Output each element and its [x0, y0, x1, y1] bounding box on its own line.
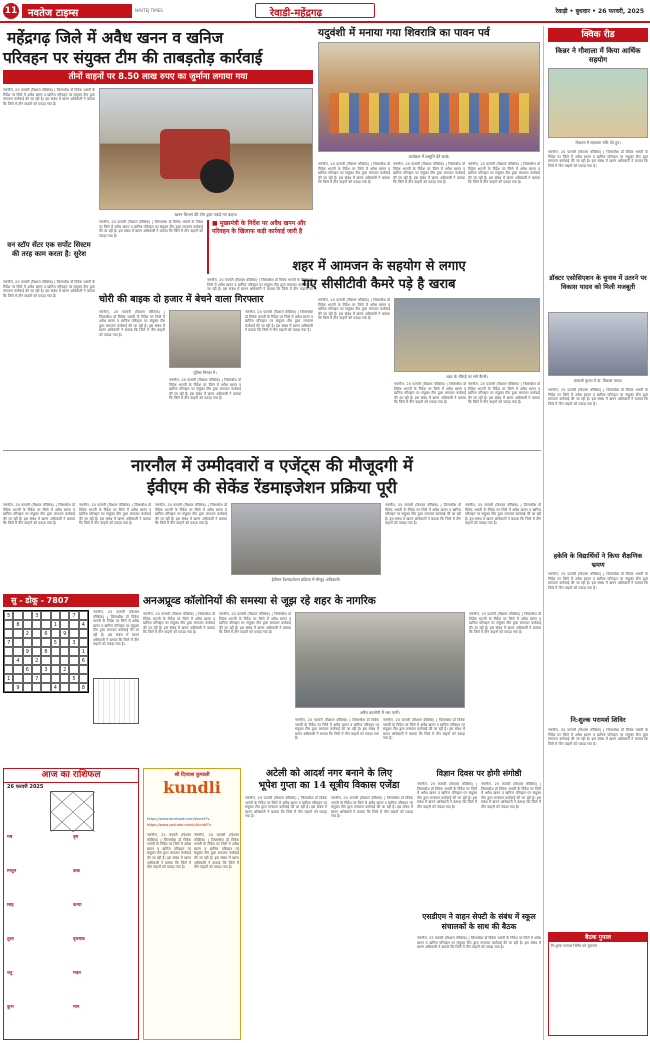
shivratri-body-1: नारनौल, 25 फरवरी (विशाल कौशिक) | जिलाधीश डॉ विवेक भारती के निर्देश पर जिले में अवैध खनन व खनिज परिवहन पर संयुक्त टीम द्वारा लगातार कार्रवाई की जा रही है। इस संबंध में खनन अधिकारी ने बताया कि जिले में तीन वाहनों को पकड़ा गया है।	[318, 162, 390, 185]
sudoku-cell[interactable]	[51, 665, 60, 674]
sudoku-cell[interactable]	[69, 656, 78, 665]
sudoku-cell[interactable]	[23, 611, 32, 620]
sudoku-cell[interactable]	[60, 656, 69, 665]
cctv-headline-1: शहर में आमजन के सहयोग से लगाए	[292, 259, 466, 274]
lead-body-col1: नारनौल, 25 फरवरी (विशाल कौशिक) | जिलाधीश डॉ विवेक भारती के निर्देश पर जिले में अवैध खनन व खनिज परिवहन पर संयुक्त टीम द्वारा लगातार कार्रवाई की जा रही है। इस संबंध में खनन अधिकारी ने बताया कि जिले में तीन वाहनों को पकड़ा गया है।	[3, 88, 95, 106]
evm-body-3: नारनौल, 25 फरवरी (विशाल कौशिक) | जिलाधीश डॉ विवेक भारती के निर्देश पर जिले में अवैध खनन व खनिज परिवहन पर संयुक्त टीम द्वारा लगातार कार्रवाई की जा रही है। इस संबंध में खनन अधिकारी ने बताया कि जिले में तीन वाहनों को पकड़ा गया है।	[155, 503, 227, 526]
sign-name: मेष	[7, 835, 13, 840]
sudoku-cell[interactable]	[60, 647, 69, 656]
sudoku-cell[interactable]: 9	[60, 629, 69, 638]
ad-link-facebook[interactable]: https://www.facebook.com/KundliTv	[147, 817, 210, 821]
quick-read-caption: गौशाला में सहायता राशि देते हुए।	[575, 140, 621, 145]
sudoku-cell[interactable]	[32, 638, 41, 647]
kundli-ad	[143, 768, 241, 1040]
sudoku-cell[interactable]	[51, 647, 60, 656]
sudoku-cell[interactable]	[32, 665, 41, 674]
section-title: रेवाड़ी-महेंद्रगढ़	[270, 8, 323, 19]
lead-subhead: तीनों वाहनों पर 8.50 लाख रुपए का जुर्माना लगाया गया	[3, 70, 313, 84]
sudoku-cell[interactable]	[41, 656, 50, 665]
sudoku-cell[interactable]	[79, 638, 88, 647]
sign-name: वृष	[73, 835, 79, 840]
classified-box	[548, 932, 648, 1036]
sudoku-cell[interactable]	[41, 638, 50, 647]
ateli-headline-1: अटेली को आदर्श नगर बनाने के लिए	[265, 768, 393, 779]
sudoku-cell[interactable]	[60, 620, 69, 629]
horoscope-title: आज का राशिफल	[4, 769, 138, 783]
sudoku-cell[interactable]: 7	[69, 611, 78, 620]
sudoku-cell[interactable]: 6	[23, 665, 32, 674]
cctv-story	[292, 258, 540, 446]
sign-name: धनु	[7, 971, 13, 976]
sudoku-cell[interactable]: 1	[51, 620, 60, 629]
evm-body-5: नारनौल, 25 फरवरी (विशाल कौशिक) | जिलाधीश डॉ विवेक भारती के निर्देश पर जिले में अवैध खनन व खनिज परिवहन पर संयुक्त टीम द्वारा लगातार कार्रवाई की जा रही है। इस संबंध में खनन अधिकारी ने बताया कि जिले में तीन वाहनों को पकड़ा गया है।	[465, 503, 541, 526]
science-headline: विज्ञान दिवस पर होगी संगोष्ठी	[436, 768, 522, 778]
sudoku-cell[interactable]	[79, 674, 88, 683]
shivratri-headline: यदुवंशी में मनाया गया शिवरात्रि का पावन पर्व	[318, 27, 490, 39]
sudoku-cell[interactable]: 9	[23, 647, 32, 656]
sdm-story	[417, 912, 541, 1040]
shivratri-body-2: नारनौल, 25 फरवरी (विशाल कौशिक) | जिलाधीश डॉ विवेक भारती के निर्देश पर जिले में अवैध खनन व खनिज परिवहन पर संयुक्त टीम द्वारा लगातार कार्रवाई की जा रही है। इस संबंध में खनन अधिकारी ने बताया कि जिले में तीन वाहनों को पकड़ा गया है।	[393, 162, 465, 185]
quick-read-body-2: नारनौल, 25 फरवरी (विशाल कौशिक) | जिलाधीश डॉ विवेक भारती के निर्देश पर जिले में अवैध खनन व खनिज परिवहन पर संयुक्त टीम द्वारा लगातार कार्रवाई की जा रही है। इस संबंध में खनन अधिकारी ने बताया कि जिले में तीन वाहनों को पकड़ा गया है।	[548, 388, 648, 406]
sudoku-label: सु - डोकू - 7807	[3, 594, 139, 607]
dateline: रेवाड़ी • बुधवार • 26 फरवरी, 2025	[555, 8, 644, 15]
one-stop-body: नारनौल, 25 फरवरी (विशाल कौशिक) | जिलाधीश डॉ विवेक भारती के निर्देश पर जिले में अवैध खनन व खनिज परिवहन पर संयुक्त टीम द्वारा लगातार कार्रवाई की जा रही है। इस संबंध में खनन अधिकारी ने बताया कि जिले में तीन वाहनों को पकड़ा गया है।	[3, 280, 95, 298]
kundli-chart-lines	[51, 792, 95, 832]
horoscope-sign	[7, 903, 71, 935]
sudoku-cell[interactable]	[51, 674, 60, 683]
sudoku-cell[interactable]	[13, 638, 22, 647]
ateli-headline-2: भूपेश गुप्ता का 14 सूत्रीय विकास एजेंडा	[258, 780, 400, 791]
sign-name: कर्क	[73, 869, 80, 874]
sudoku-cell[interactable]	[13, 629, 22, 638]
sudoku-cell[interactable]: 5	[4, 611, 13, 620]
sudoku-cell[interactable]	[51, 611, 60, 620]
quick-read-column	[543, 26, 647, 1040]
cctv-caption: शहर के चौराहे पर लगे कैमरे।	[446, 374, 488, 379]
colony-caption: अवैध कालोनी में भरा पानी।	[360, 710, 400, 715]
quick-read-headline-3: हकेवि के विद्यार्थियों ने किया शैक्षणिक भ्रमण	[553, 552, 643, 569]
sign-name: मीन	[73, 1005, 80, 1010]
one-stop-story	[3, 240, 95, 446]
ateli-story	[245, 768, 413, 1040]
sudoku-cell[interactable]: 4	[13, 656, 22, 665]
evm-caption: ईवीएम रेंडमाइजेशन प्रक्रिया में मौजूद अधिकारी।	[271, 577, 341, 582]
theft-body-3: नारनौल, 25 फरवरी (विशाल कौशिक) | जिलाधीश डॉ विवेक भारती के निर्देश पर जिले में अवैध खनन व खनिज परिवहन पर संयुक्त टीम द्वारा लगातार कार्रवाई की जा रही है। इस संबंध में खनन अधिकारी ने बताया कि जिले में तीन वाहनों को पकड़ा गया है।	[245, 310, 313, 333]
sudoku-cell[interactable]: 1	[79, 647, 88, 656]
sudoku-cell[interactable]	[60, 638, 69, 647]
sdm-body-1: नारनौल, 25 फरवरी (विशाल कौशिक) | जिलाधीश डॉ विवेक भारती के निर्देश पर जिले में अवैध खनन व खनिज परिवहन पर संयुक्त टीम द्वारा लगातार कार्रवाई की जा रही है। इस संबंध में खनन अधिकारी ने बताया कि जिले में तीन वाहनों को पकड़ा गया है।	[417, 936, 541, 950]
sudoku-cell[interactable]: 2	[60, 665, 69, 674]
quick-read-label: क्विक रीड	[548, 28, 648, 42]
ateli-body-1: नारनौल, 25 फरवरी (विशाल कौशिक) | जिलाधीश डॉ विवेक भारती के निर्देश पर जिले में अवैध खनन व खनिज परिवहन पर संयुक्त टीम द्वारा लगातार कार्रवाई की जा रही है। इस संबंध में खनन अधिकारी ने बताया कि जिले में तीन वाहनों को पकड़ा गया है।	[245, 796, 327, 819]
horoscope-sign	[73, 1005, 137, 1037]
lead-highlight: ■ मुख्यमंत्री के निर्देश पर अवैध खनन और परिवहन के खिलाफ कड़ी कार्रवाई जारी है	[212, 220, 306, 235]
lead-body-col2: नारनौल, 25 फरवरी (विशाल कौशिक) | जिलाधीश डॉ विवेक भारती के निर्देश पर जिले में अवैध खनन व खनिज परिवहन पर संयुक्त टीम द्वारा लगातार कार्रवाई की जा रही है। इस संबंध में खनन अधिकारी ने बताया कि जिले में तीन वाहनों को पकड़ा गया है।	[99, 220, 203, 238]
sudoku-cell[interactable]	[32, 647, 41, 656]
colony-headline: अनअप्रूव्ड कॉलोनियों की समस्या से जूझ रहे शहर के नागरिक	[143, 595, 376, 607]
horoscope-sign	[73, 869, 137, 901]
lead-photo	[99, 88, 313, 210]
sudoku-cell[interactable]	[51, 629, 60, 638]
colony-photo	[295, 612, 465, 708]
sudoku-cell[interactable]	[60, 674, 69, 683]
quick-read-body: नारनौल, 25 फरवरी (विशाल कौशिक) | जिलाधीश डॉ विवेक भारती के निर्देश पर जिले में अवैध खनन व खनिज परिवहन पर संयुक्त टीम द्वारा लगातार कार्रवाई की जा रही है। इस संबंध में खनन अधिकारी ने बताया कि जिले में तीन वाहनों को पकड़ा गया है।	[548, 150, 648, 168]
horoscope-sign	[73, 971, 137, 1003]
masthead	[0, 0, 650, 22]
science-body-2: नारनौल, 25 फरवरी (विशाल कौशिक) | जिलाधीश डॉ विवेक भारती के निर्देश पर जिले में अवैध खनन व खनिज परिवहन पर संयुक्त टीम द्वारा लगातार कार्रवाई की जा रही है। इस संबंध में खनन अधिकारी ने बताया कि जिले में तीन वाहनों को पकड़ा गया है।	[481, 782, 541, 809]
children-row	[329, 93, 529, 133]
ad-brand: kundli	[163, 778, 221, 797]
quick-read-headline-4: नि:शुल्क परामर्श शिविर	[570, 716, 626, 724]
theft-headline: चोरी की बाइक दो हजार में बेचने वाला गिरफ्तार	[99, 294, 264, 305]
colony-body-2: नारनौल, 25 फरवरी (विशाल कौशिक) | जिलाधीश डॉ विवेक भारती के निर्देश पर जिले में अवैध खनन व खनिज परिवहन पर संयुक्त टीम द्वारा लगातार कार्रवाई की जा रही है। इस संबंध में खनन अधिकारी ने बताया कि जिले में तीन वाहनों को पकड़ा गया है।	[219, 612, 291, 635]
cctv-body-1: नारनौल, 25 फरवरी (विशाल कौशिक) | जिलाधीश डॉ विवेक भारती के निर्देश पर जिले में अवैध खनन व खनिज परिवहन पर संयुक्त टीम द्वारा लगातार कार्रवाई की जा रही है। इस संबंध में खनन अधिकारी ने बताया कि जिले में तीन वाहनों को पकड़ा गया है।	[318, 298, 390, 321]
evm-photo	[231, 503, 381, 575]
page-number: 11	[3, 3, 19, 19]
sudoku-cell[interactable]	[69, 620, 78, 629]
evm-story	[3, 450, 541, 590]
sudoku-cell[interactable]: 7	[4, 638, 13, 647]
shivratri-story	[318, 26, 540, 256]
lead-story	[3, 26, 313, 446]
kundli-chart	[50, 791, 94, 831]
sudoku-cell[interactable]	[13, 665, 22, 674]
sudoku-cell[interactable]	[51, 656, 60, 665]
colony-body-4: नारनौल, 25 फरवरी (विशाल कौशिक) | जिलाधीश डॉ विवेक भारती के निर्देश पर जिले में अवैध खनन व खनिज परिवहन पर संयुक्त टीम द्वारा लगातार कार्रवाई की जा रही है। इस संबंध में खनन अधिकारी ने बताया कि जिले में तीन वाहनों को पकड़ा गया है।	[383, 718, 465, 741]
sudoku-cell[interactable]: 3	[69, 638, 78, 647]
evm-body-4: नारनौल, 25 फरवरी (विशाल कौशिक) | जिलाधीश डॉ विवेक भारती के निर्देश पर जिले में अवैध खनन व खनिज परिवहन पर संयुक्त टीम द्वारा लगातार कार्रवाई की जा रही है। इस संबंध में खनन अधिकारी ने बताया कि जिले में तीन वाहनों को पकड़ा गया है।	[385, 503, 461, 526]
horoscope-sign	[7, 835, 71, 867]
theft-body-2: नारनौल, 25 फरवरी (विशाल कौशिक) | जिलाधीश डॉ विवेक भारती के निर्देश पर जिले में अवैध खनन व खनिज परिवहन पर संयुक्त टीम द्वारा लगातार कार्रवाई की जा रही है। इस संबंध में खनन अधिकारी ने बताया कि जिले में तीन वाहनों को पकड़ा गया है।	[169, 378, 241, 401]
shivratri-photo	[318, 42, 540, 152]
sudoku-cell[interactable]: 6	[41, 629, 50, 638]
paper-name-banner	[22, 4, 132, 18]
shivratri-body-3: नारनौल, 25 फरवरी (विशाल कौशिक) | जिलाधीश डॉ विवेक भारती के निर्देश पर जिले में अवैध खनन व खनिज परिवहन पर संयुक्त टीम द्वारा लगातार कार्रवाई की जा रही है। इस संबंध में खनन अधिकारी ने बताया कि जिले में तीन वाहनों को पकड़ा गया है।	[468, 162, 540, 185]
sudoku-cell[interactable]: 4	[51, 683, 60, 692]
science-body-1: नारनौल, 25 फरवरी (विशाल कौशिक) | जिलाधीश डॉ विवेक भारती के निर्देश पर जिले में अवैध खनन व खनिज परिवहन पर संयुक्त टीम द्वारा लगातार कार्रवाई की जा रही है। इस संबंध में खनन अधिकारी ने बताया कि जिले में तीन वाहनों को पकड़ा गया है।	[417, 782, 477, 809]
classified-title: बैठक गुपाल	[549, 933, 647, 942]
sudoku-cell[interactable]: 7	[32, 674, 41, 683]
evm-body-1: नारनौल, 25 फरवरी (विशाल कौशिक) | जिलाधीश डॉ विवेक भारती के निर्देश पर जिले में अवैध खनन व खनिज परिवहन पर संयुक्त टीम द्वारा लगातार कार्रवाई की जा रही है। इस संबंध में खनन अधिकारी ने बताया कि जिले में तीन वाहनों को पकड़ा गया है।	[3, 503, 75, 526]
sudoku-cell[interactable]	[41, 611, 50, 620]
science-story	[417, 768, 541, 910]
sudoku-cell[interactable]: 8	[41, 647, 50, 656]
sudoku-box	[3, 594, 139, 764]
sudoku-cell[interactable]	[23, 683, 32, 692]
lead-headline-2: परिवहन पर संयुक्त टीम की ताबड़तोड़ कार्रवाई	[3, 48, 263, 67]
sign-name: मकर	[73, 971, 81, 976]
sudoku-cell[interactable]	[13, 647, 22, 656]
one-stop-headline: वन स्टॉप सेंटर एक सर्पोट सिस्टम की तरह काम करता है: सुरेश	[7, 240, 91, 258]
sudoku-cell[interactable]	[4, 647, 13, 656]
sdm-headline: एसडीएम ने वाहन सेफ्टी के संबंध में स्कूल संचालकों के साथ की बैठक	[422, 912, 536, 931]
sudoku-cell[interactable]	[4, 665, 13, 674]
sign-name: कुंभ	[7, 1005, 14, 1010]
sudoku-cell[interactable]: 2	[32, 656, 41, 665]
evm-headline-1: नारनौल में उम्मीदवारों व एजेंट्स की मौजूदगी में	[131, 456, 413, 475]
masthead-rule	[0, 21, 650, 23]
evm-body-2: नारनौल, 25 फरवरी (विशाल कौशिक) | जिलाधीश डॉ विवेक भारती के निर्देश पर जिले में अवैध खनन व खनिज परिवहन पर संयुक्त टीम द्वारा लगातार कार्रवाई की जा रही है। इस संबंध में खनन अधिकारी ने बताया कि जिले में तीन वाहनों को पकड़ा गया है।	[79, 503, 151, 526]
sudoku-cell[interactable]: 6	[79, 656, 88, 665]
sudoku-cell[interactable]: 1	[4, 674, 13, 683]
sudoku-cell[interactable]	[4, 620, 13, 629]
section-tab	[255, 3, 375, 18]
horoscope-sign	[7, 971, 71, 1003]
sign-name: कन्या	[73, 903, 82, 908]
sudoku-cell[interactable]	[4, 629, 13, 638]
sudoku-cell[interactable]	[32, 620, 41, 629]
colony-body-3: नारनौल, 25 फरवरी (विशाल कौशिक) | जिलाधीश डॉ विवेक भारती के निर्देश पर जिले में अवैध खनन व खनिज परिवहन पर संयुक्त टीम द्वारा लगातार कार्रवाई की जा रही है। इस संबंध में खनन अधिकारी ने बताया कि जिले में तीन वाहनों को पकड़ा गया है।	[295, 718, 379, 741]
sudoku-cell[interactable]	[69, 647, 78, 656]
horoscope-sign	[73, 937, 137, 969]
sudoku-cell[interactable]	[23, 638, 32, 647]
colony-story	[143, 594, 541, 764]
sudoku-cell[interactable]	[69, 683, 78, 692]
sudoku-cell[interactable]	[60, 611, 69, 620]
sudoku-cell[interactable]	[79, 665, 88, 674]
sudoku-cell[interactable]: 3	[32, 611, 41, 620]
lead-photo-caption: खनन विभाग की टीम द्वारा पकड़े गए वाहन।	[174, 212, 238, 217]
colony-body-1: नारनौल, 25 फरवरी (विशाल कौशिक) | जिलाधीश डॉ विवेक भारती के निर्देश पर जिले में अवैध खनन व खनिज परिवहन पर संयुक्त टीम द्वारा लगातार कार्रवाई की जा रही है। इस संबंध में खनन अधिकारी ने बताया कि जिले में तीन वाहनों को पकड़ा गया है।	[143, 612, 215, 635]
paper-name-small: NAVTEJ TIMES	[135, 8, 163, 13]
sign-name: सिंह	[7, 903, 14, 908]
horoscope-sign	[7, 1005, 71, 1037]
tractor-wheel	[200, 159, 234, 193]
sudoku-cell[interactable]	[13, 674, 22, 683]
horoscope-sign	[73, 835, 137, 867]
theft-caption: पुलिस गिरफ्त में।	[193, 370, 217, 375]
quick-read-headline-2: डॉक्टर एसोसिएशन के चुनाव में उतरने पर विकास यादव को मिली मजबूती	[549, 274, 647, 291]
quick-read-body-3: नारनौल, 25 फरवरी (विशाल कौशिक) | जिलाधीश डॉ विवेक भारती के निर्देश पर जिले में अवैध खनन व खनिज परिवहन पर संयुक्त टीम द्वारा लगातार कार्रवाई की जा रही है। इस संबंध में खनन अधिकारी ने बताया कि जिले में तीन वाहनों को पकड़ा गया है।	[548, 572, 648, 590]
classified-body: नि:शुल्क परामर्श शिविर एवं सूचनाएं	[551, 944, 597, 948]
ad-body-2: नारनौल, 25 फरवरी (विशाल कौशिक) | जिलाधीश डॉ विवेक भारती के निर्देश पर जिले में अवैध खनन व खनिज परिवहन पर संयुक्त टीम द्वारा लगातार कार्रवाई की जा रही है। इस संबंध में खनन अधिकारी ने बताया कि जिले में तीन वाहनों को पकड़ा गया है।	[194, 833, 239, 870]
sudoku-answer-grid	[93, 678, 139, 724]
cctv-photo	[394, 298, 540, 372]
sudoku-cell[interactable]: 8	[79, 683, 88, 692]
theft-body-1: नारनौल, 25 फरवरी (विशाल कौशिक) | जिलाधीश डॉ विवेक भारती के निर्देश पर जिले में अवैध खनन व खनिज परिवहन पर संयुक्त टीम द्वारा लगातार कार्रवाई की जा रही है। इस संबंध में खनन अधिकारी ने बताया कि जिले में तीन वाहनों को पकड़ा गया है।	[99, 310, 165, 337]
horoscope-box	[3, 768, 139, 1040]
lead-headline-1: महेंद्रगढ़ जिले में अवैध खनन व खनिज	[7, 28, 224, 47]
paper-name: नवतेज टाइम्स	[28, 8, 79, 19]
ad-body-1: नारनौल, 25 फरवरी (विशाल कौशिक) | जिलाधीश डॉ विवेक भारती के निर्देश पर जिले में अवैध खनन व खनिज परिवहन पर संयुक्त टीम द्वारा लगातार कार्रवाई की जा रही है। इस संबंध में खनन अधिकारी ने बताया कि जिले में तीन वाहनों को पकड़ा गया है।	[147, 833, 191, 870]
quick-read-body-4: नारनौल, 25 फरवरी (विशाल कौशिक) | जिलाधीश डॉ विवेक भारती के निर्देश पर जिले में अवैध खनन व खनिज परिवहन पर संयुक्त टीम द्वारा लगातार कार्रवाई की जा रही है। इस संबंध में खनन अधिकारी ने बताया कि जिले में तीन वाहनों को पकड़ा गया है।	[548, 728, 648, 746]
ad-tagline: श्री दिव्यास कुण्डली	[174, 772, 210, 778]
sudoku-cell[interactable]	[23, 656, 32, 665]
sudoku-cell[interactable]: 8	[13, 620, 22, 629]
sudoku-cell[interactable]	[23, 620, 32, 629]
sudoku-cell[interactable]	[60, 683, 69, 692]
sudoku-instructions: नारनौल, 25 फरवरी (विशाल कौशिक) | जिलाधीश डॉ विवेक भारती के निर्देश पर जिले में अवैध खनन व खनिज परिवहन पर संयुक्त टीम द्वारा लगातार कार्रवाई की जा रही है। इस संबंध में खनन अधिकारी ने बताया कि जिले में तीन वाहनों को पकड़ा गया है।	[93, 610, 139, 647]
sudoku-cell[interactable]	[41, 683, 50, 692]
sudoku-cell[interactable]	[79, 629, 88, 638]
sudoku-cell[interactable]	[79, 611, 88, 620]
sudoku-cell[interactable]: 4	[79, 620, 88, 629]
sign-name: वृश्चिक	[73, 937, 85, 942]
lead-body-col3: नारनौल, 25 फरवरी (विशाल कौशिक) | जिलाधीश डॉ विवेक भारती के निर्देश पर जिले में अवैध खनन व खनिज परिवहन पर संयुक्त टीम द्वारा लगातार कार्रवाई की जा रही है। इस संबंध में खनन अधिकारी ने बताया कि जिले में तीन वाहनों को	[207, 278, 313, 292]
quick-read-photo	[548, 68, 648, 138]
quick-read-caption-2: प्रत्याशी चुनाव में डॉ. विकास यादव।	[573, 378, 623, 383]
sudoku-cell[interactable]	[32, 629, 41, 638]
evm-headline-2: ईवीएम की सेकेंड रेंडमाइजेशन प्रक्रिया पूरी	[147, 478, 397, 497]
sudoku-cell[interactable]: 9	[13, 683, 22, 692]
horoscope-sign	[7, 869, 71, 901]
shivratri-caption: कार्यक्रम में प्रस्तुति देते बच्चे।	[408, 154, 450, 159]
sudoku-cell[interactable]: 5	[69, 674, 78, 683]
sign-name: मिथुन	[7, 869, 17, 874]
ad-link-youtube[interactable]: https://www.youtube.com/c/KundliTv	[147, 823, 212, 827]
horoscope-date: 26 फरवरी 2025	[7, 784, 44, 790]
cctv-body-2: नारनौल, 25 फरवरी (विशाल कौशिक) | जिलाधीश डॉ विवेक भारती के निर्देश पर जिले में अवैध खनन व खनिज परिवहन पर संयुक्त टीम द्वारा लगातार कार्रवाई की जा रही है। इस संबंध में खनन अधिकारी ने बताया कि जिले में तीन वाहनों को पकड़ा गया है।	[394, 382, 466, 405]
quick-read-headline: किन्नर ने गौशाला में किया आर्थिक सहयोग	[555, 46, 641, 64]
horoscope-sign	[73, 903, 137, 935]
theft-photo	[169, 310, 241, 368]
sudoku-cell[interactable]	[69, 665, 78, 674]
sudoku-cell[interactable]	[4, 683, 13, 692]
cctv-body-3: नारनौल, 25 फरवरी (विशाल कौशिक) | जिलाधीश डॉ विवेक भारती के निर्देश पर जिले में अवैध खनन व खनिज परिवहन पर संयुक्त टीम द्वारा लगातार कार्रवाई की जा रही है। इस संबंध में खनन अधिकारी ने बताया कि जिले में तीन वाहनों को पकड़ा गया है।	[468, 382, 540, 405]
sudoku-cell[interactable]: 2	[23, 629, 32, 638]
sudoku-cell[interactable]: 3	[41, 665, 50, 674]
colony-body-5: नारनौल, 25 फरवरी (विशाल कौशिक) | जिलाधीश डॉ विवेक भारती के निर्देश पर जिले में अवैध खनन व खनिज परिवहन पर संयुक्त टीम द्वारा लगातार कार्रवाई की जा रही है। इस संबंध में खनन अधिकारी ने बताया कि जिले में तीन वाहनों को पकड़ा गया है।	[469, 612, 541, 635]
sudoku-cell[interactable]	[69, 629, 78, 638]
sudoku-cell[interactable]: 5	[51, 638, 60, 647]
sudoku-cell[interactable]	[4, 656, 13, 665]
quick-read-photo-2	[548, 312, 648, 376]
sudoku-cell[interactable]	[32, 683, 41, 692]
sudoku-cell[interactable]	[41, 620, 50, 629]
theft-story	[99, 294, 313, 446]
sudoku-cell[interactable]	[13, 611, 22, 620]
ateli-body-2: नारनौल, 25 फरवरी (विशाल कौशिक) | जिलाधीश डॉ विवेक भारती के निर्देश पर जिले में अवैध खनन व खनिज परिवहन पर संयुक्त टीम द्वारा लगातार कार्रवाई की जा रही है। इस संबंध में खनन अधिकारी ने बताया कि जिले में तीन वाहनों को पकड़ा गया है।	[331, 796, 413, 819]
horoscope-sign	[7, 937, 71, 969]
sudoku-cell[interactable]	[23, 674, 32, 683]
sudoku-grid	[3, 610, 89, 693]
sign-name: तुला	[7, 937, 14, 942]
sudoku-cell[interactable]	[41, 674, 50, 683]
cctv-headline-2: गए सीसीटीवी कैमरे पड़े है खराब	[302, 277, 456, 292]
